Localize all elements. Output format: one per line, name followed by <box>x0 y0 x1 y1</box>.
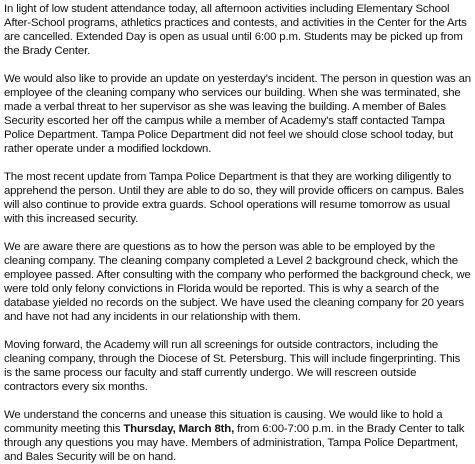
meeting-text-before: We understand the concerns and unease this situation is causing. We would like to hold a community meeting this <box>4 409 443 435</box>
paragraph-police-update: The most recent update from Tampa Police Department is that they are working diligently to apprehend the person. Until they are able to do so, they will provide officers on campus. Bales will also continue to provide extra guards. School operations will resume tomorrow as usual with this increased security. <box>4 171 464 225</box>
meeting-text-after: from 6:00-7:00 p.m. in the Brady Center to talk through any questions you may have. Members of administration, Tampa Police Department, and Bales Security will be on hand. <box>4 423 465 463</box>
paragraph-activities-cancelled: In light of low student attendance today, all afternoon activities including Elementary School After-School programs, athletics practices and contests, and activities in the Center for the Arts are cancelled. Extended Day is open as usual until 6:00 p.m. Students may be picked up from the Brady Center. <box>4 3 467 57</box>
paragraph-screening-changes: Moving forward, the Academy will run all screenings for outside contractors, including the cleaning company, through the Diocese of St. Petersburg. This will include fingerprinting. This is the same process our faculty and staff currently undergo. We will rescreen outside contractors every six months. <box>4 339 461 393</box>
paragraph-background-check: We are aware there are questions as to how the person was able to be employed by the cleaning company. The cleaning company completed a Level 2 background check, which the employee passed. After consulting with the company who performed the background check, we were told only felony convictions in Florida would be reported. This is why a search of the database yielded no records on the subject. We have used the cleaning company for 20 years and have not had any incidents in our relationship with them. <box>4 241 471 323</box>
paragraph-incident-update: We would also like to provide an update on yesterday's incident. The person in question was an employee of the cleaning company who services our building. When she was terminated, she made a verbal threat to her supervisor as she was leaving the building. A member of Bales Security escorted her off the campus while a member of Academy's staff contacted Tampa Police Department. Tampa Police Department did not feel we should close school today, but rather operate under a modified lockdown. <box>4 73 471 155</box>
meeting-date: Thursday, March 8th, <box>123 423 235 435</box>
